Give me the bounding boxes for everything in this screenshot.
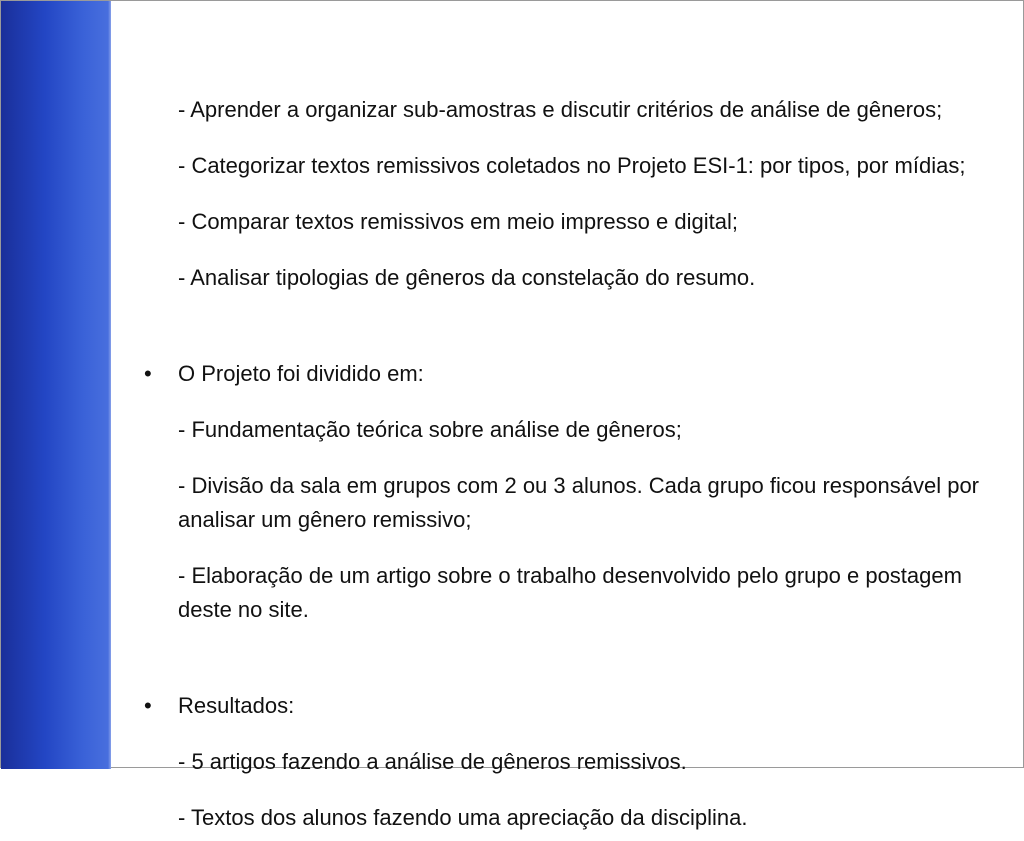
bullet-icon: • (144, 693, 152, 718)
division-item-1: - Fundamentação teórica sobre análise de gêneros; (178, 417, 682, 442)
spacer (129, 301, 991, 335)
section-results-heading (144, 689, 991, 723)
intro-item-2: - Categorizar textos remissivos coletados no Projeto ESI-1: por tipos, por mídias; (178, 153, 966, 178)
division-item-2: - Divisão da sala em grupos com 2 ou 3 alunos. Cada grupo ficou responsável por analisar um gênero remissivo; (178, 473, 980, 532)
section-division-heading (144, 357, 991, 391)
bullet-icon: • (144, 361, 152, 386)
results-item-2: - Textos dos alunos fazendo uma apreciação da disciplina. (178, 805, 748, 830)
intro-item-3: - Comparar textos remissivos em meio impresso e digital; (178, 209, 738, 234)
intro-item-4: - Analisar tipologias de gêneros da constelação do resumo. (178, 265, 756, 290)
spacer (129, 633, 991, 667)
section-division-heading-text: O Projeto foi dividido em: (178, 361, 424, 386)
division-item-3: - Elaboração de um artigo sobre o trabalho desenvolvido pelo grupo e postagem deste no site. (178, 563, 962, 622)
results-item-1: - 5 artigos fazendo a análise de gêneros remissivos. (178, 749, 687, 774)
blue-sidebar-decoration (1, 1, 111, 769)
section-results-heading-text: Resultados: (178, 693, 295, 718)
intro-item-1: - Aprender a organizar sub-amostras e discutir critérios de análise de gêneros; (178, 97, 943, 122)
slide-content (129, 71, 991, 841)
